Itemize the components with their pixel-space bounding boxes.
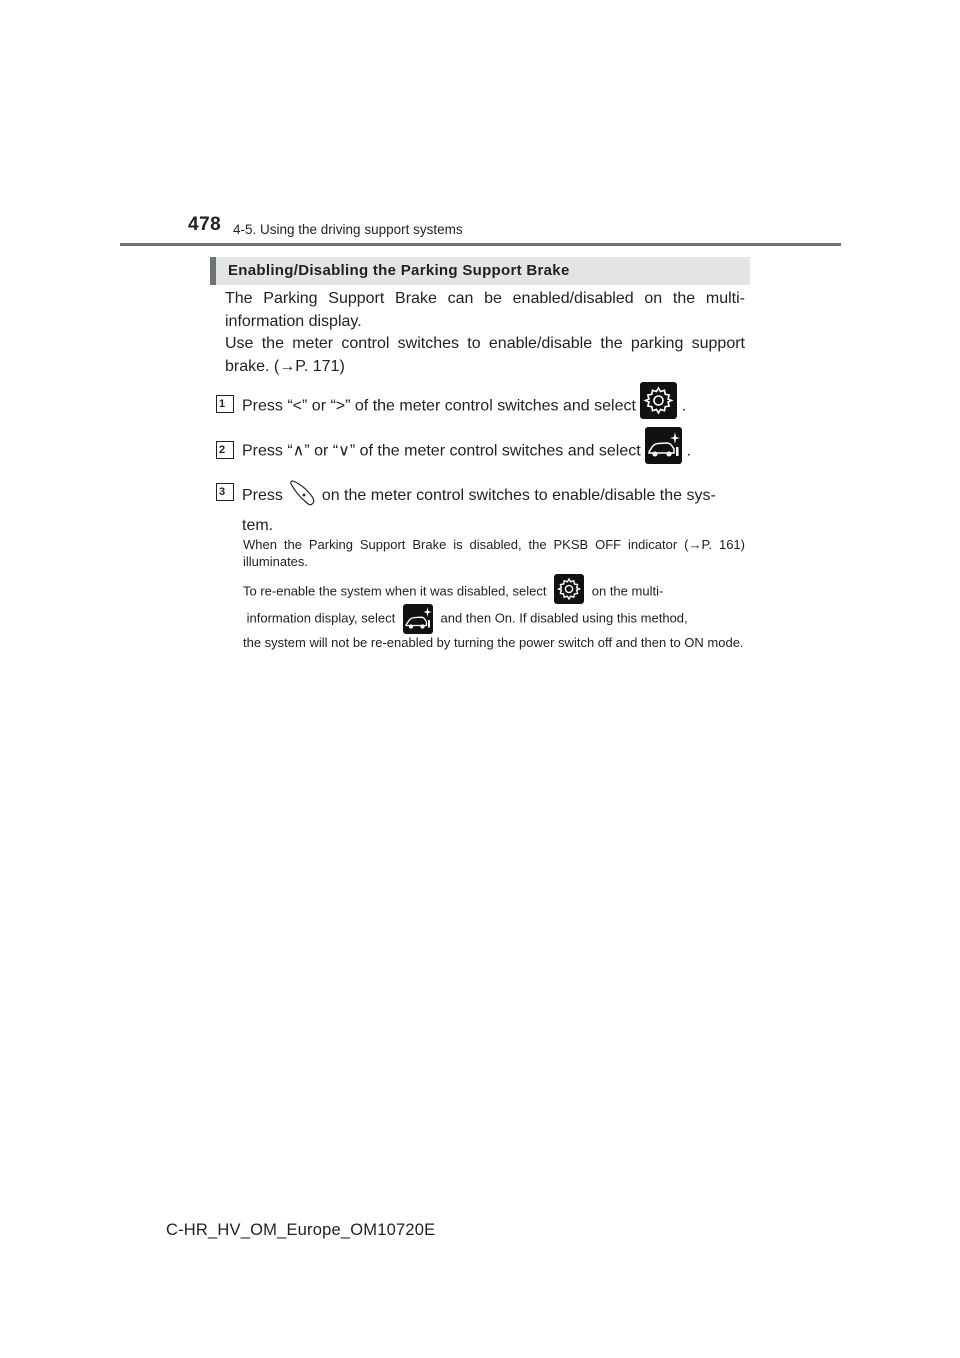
chapter-title: 4-5. Using the driving support systems [233, 222, 463, 237]
note-re-enable-a: To re-enable the system when it was disabled, select [243, 583, 547, 599]
gear-icon [640, 382, 677, 419]
step-1-after: . [681, 397, 687, 415]
note-re-enable [243, 580, 745, 651]
gear-icon-small [554, 574, 584, 604]
section-title: Enabling/Disabling the Parking Support Brake [228, 262, 570, 279]
step-number-1: 1 [216, 395, 234, 413]
note-re-enable-d: and then On. If disabled using this method, [440, 610, 688, 626]
page-number: 478 [188, 214, 222, 235]
step-3-after: on the meter control switches to enable/disable the sys- [321, 487, 716, 504]
step-2-before: Press “∧” or “∨” of the meter control switches and select [242, 442, 641, 460]
car-sparkle-icon-small [403, 604, 433, 634]
step-3-before: Press [242, 487, 283, 504]
car-sparkle-icon [645, 427, 682, 464]
step-3-line-2: tem. [242, 517, 274, 534]
header-rule [120, 243, 841, 246]
note-re-enable-b: on the multi- [591, 583, 664, 599]
step-1-text [242, 394, 686, 419]
step-1-before: Press “<” or “>” of the meter control switches and select [242, 397, 636, 415]
step-2-text [242, 439, 691, 464]
ok-switch-icon [287, 478, 317, 508]
footer-code: C-HR_HV_OM_Europe_OM10720E [166, 1221, 436, 1239]
step-2-after: . [686, 442, 692, 460]
note-re-enable-c: information display, select [246, 610, 396, 626]
step-number-3: 3 [216, 483, 234, 501]
step-number-2: 2 [216, 441, 234, 459]
intro-line-2: Use the meter control switches to enable/disable the parking support brake. (→P. 171) [225, 335, 745, 375]
note-re-enable-e: the system will not be re-enabled by turning the power switch off and then to ON mode. [243, 635, 744, 650]
step-3-text [242, 481, 745, 541]
section-header [210, 257, 750, 285]
intro-paragraph [225, 288, 745, 378]
note-pksb-indicator: When the Parking Support Brake is disabled, the PKSB OFF indicator (→P. 161) illuminates. [243, 537, 745, 569]
intro-line-1: The Parking Support Brake can be enabled/disabled on the multi-information display. [225, 290, 745, 330]
